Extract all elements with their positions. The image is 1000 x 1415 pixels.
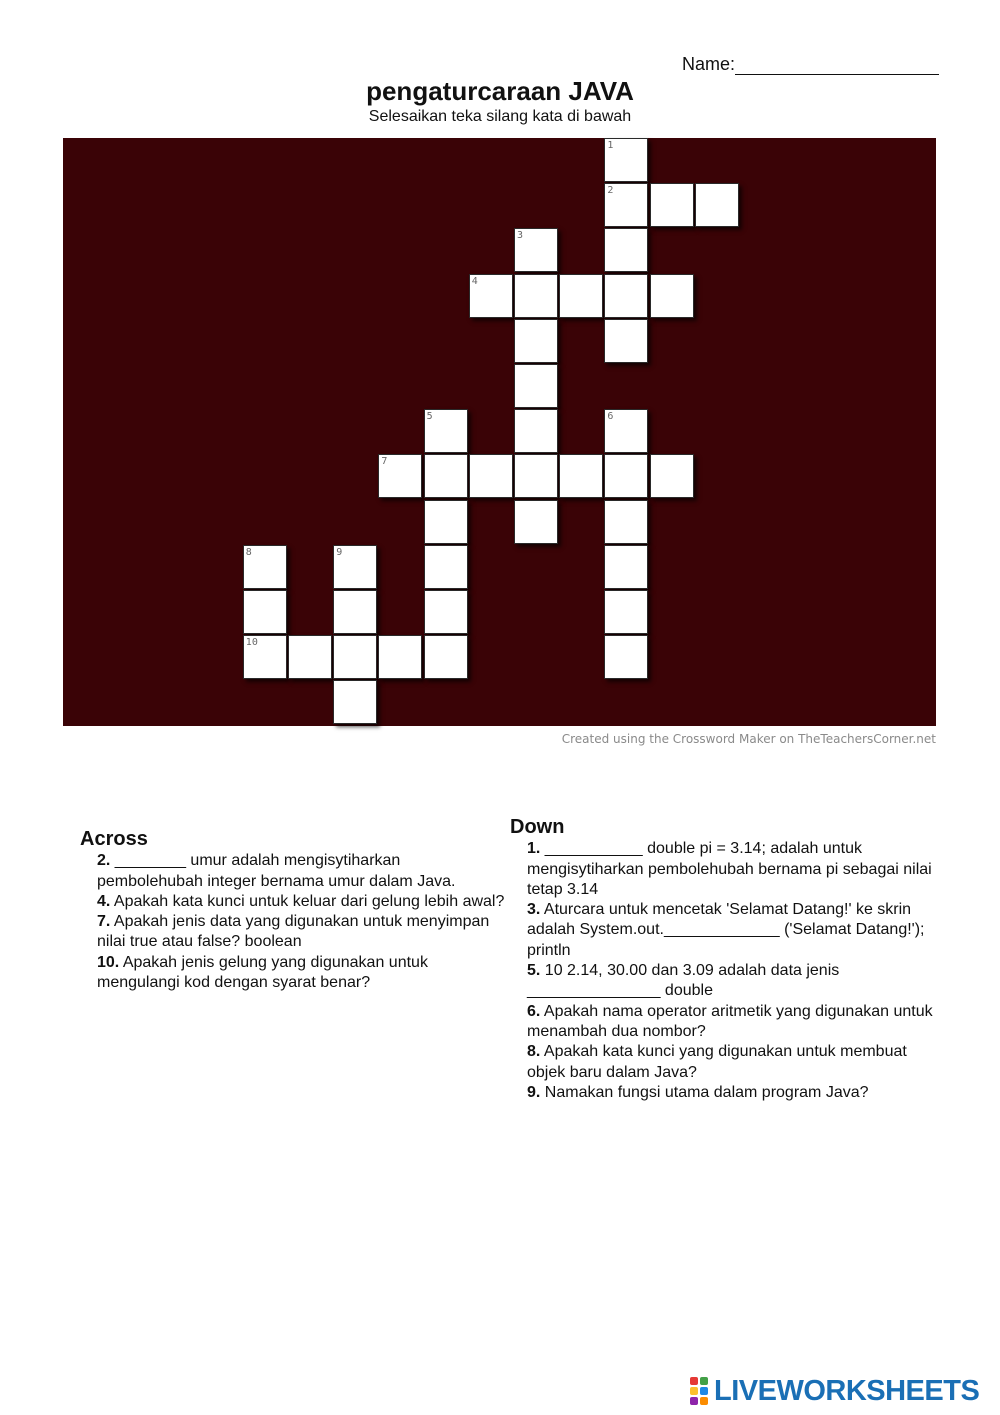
clue-text: Apakah jenis gelung yang digunakan untuk mengulangi kod dengan syarat benar?	[97, 953, 428, 992]
down-clue-list	[510, 839, 940, 1103]
crossword-cell[interactable]	[333, 545, 377, 589]
clue-item	[97, 851, 505, 892]
clue-text: Apakah nama operator aritmetik yang digunakan untuk menambah dua nombor?	[527, 1002, 933, 1040]
clue-number: 6.	[527, 1002, 541, 1020]
clue-number: 9.	[527, 1083, 541, 1101]
crossword-cell[interactable]	[424, 454, 468, 498]
cell-number: 2	[607, 185, 614, 197]
crossword-cell[interactable]	[243, 590, 287, 634]
crossword-cell[interactable]	[288, 635, 332, 679]
clue-item	[527, 1083, 940, 1103]
clue-text: ________ umur adalah mengisytiharkan pembolehubah integer bernama umur dalam Java.	[97, 852, 456, 890]
crossword-cell[interactable]	[650, 183, 694, 227]
crossword-cell[interactable]	[424, 409, 468, 453]
crossword-cell[interactable]	[469, 454, 513, 498]
crossword-cell[interactable]	[514, 319, 558, 363]
crossword-cell[interactable]	[514, 274, 558, 318]
crossword-grid	[63, 138, 936, 726]
crossword-cell[interactable]	[424, 545, 468, 589]
crossword-cell[interactable]	[514, 409, 558, 453]
cell-number: 3	[517, 230, 524, 242]
cell-number: 1	[607, 140, 614, 151]
clue-text: Apakah kata kunci yang digunakan untuk membuat objek baru dalam Java?	[527, 1043, 907, 1081]
crossword-cell[interactable]	[243, 545, 287, 589]
crossword-cell[interactable]	[378, 454, 422, 498]
cell-number: 9	[336, 546, 343, 558]
logo-text: LIVEWORKSHEETS	[714, 1374, 980, 1407]
across-clue-list	[80, 851, 505, 993]
crossword-cell[interactable]	[604, 409, 648, 453]
clue-item	[527, 839, 940, 900]
crossword-cell[interactable]	[604, 319, 648, 363]
clue-number: 8.	[527, 1043, 541, 1061]
liveworksheets-logo	[690, 1376, 979, 1406]
name-label: Name:	[682, 54, 736, 74]
across-heading: Across	[80, 828, 148, 850]
name-field[interactable]	[682, 54, 939, 75]
clue-item	[97, 912, 505, 953]
clue-item	[527, 1042, 940, 1083]
crossword-cell[interactable]	[514, 454, 558, 498]
crossword-cell[interactable]	[604, 138, 648, 182]
clue-number: 7.	[97, 913, 111, 931]
clue-number: 4.	[97, 892, 111, 910]
clue-number: 3.	[527, 901, 541, 919]
clue-number: 10.	[97, 953, 120, 971]
clue-text: Aturcara untuk mencetak 'Selamat Datang!' ke skrin adalah System.out._____________ ('Selamat Datang!'); println	[527, 901, 925, 959]
crossword-cell[interactable]	[333, 680, 377, 724]
crossword-cell[interactable]	[514, 228, 558, 272]
clue-item	[527, 900, 940, 961]
cell-number: 10	[245, 637, 258, 649]
clue-item	[527, 1002, 940, 1043]
crossword-cell[interactable]	[333, 590, 377, 634]
clue-item	[527, 961, 940, 1002]
credit-text: Created using the Crossword Maker on TheTeachersCorner.net	[561, 732, 936, 746]
crossword-cell[interactable]	[604, 454, 648, 498]
crossword-cell[interactable]	[514, 500, 558, 544]
page-title: pengaturcaraan JAVA	[366, 76, 634, 106]
down-clues	[510, 817, 940, 1103]
crossword-cell[interactable]	[604, 183, 648, 227]
crossword-cell[interactable]	[424, 635, 468, 679]
logo-badge-icon	[690, 1377, 708, 1405]
clue-number: 2.	[97, 852, 111, 870]
clue-text: 10 2.14, 30.00 dan 3.09 adalah data jenis _______________ double	[527, 962, 840, 1000]
crossword-cell[interactable]	[695, 183, 739, 227]
crossword-cell[interactable]	[514, 364, 558, 408]
cell-number: 4	[471, 275, 478, 287]
clue-number: 1.	[527, 840, 541, 858]
crossword-cell[interactable]	[604, 635, 648, 679]
cell-number: 8	[245, 546, 252, 558]
crossword-cell[interactable]	[559, 454, 603, 498]
crossword-cell[interactable]	[604, 274, 648, 318]
crossword-cell[interactable]	[604, 500, 648, 544]
clue-text: Apakah jenis data yang digunakan untuk menyimpan nilai true atau false? boolean	[97, 913, 490, 951]
crossword-cell[interactable]	[469, 274, 513, 318]
crossword-cell[interactable]	[650, 274, 694, 318]
crossword-cell[interactable]	[604, 590, 648, 634]
clue-item	[97, 953, 505, 994]
name-blank-line[interactable]	[735, 56, 939, 75]
crossword-cell[interactable]	[559, 274, 603, 318]
clue-number: 5.	[527, 962, 541, 980]
clue-text: Apakah kata kunci untuk keluar dari gelung lebih awal?	[110, 892, 505, 910]
crossword-cell[interactable]	[650, 454, 694, 498]
across-clues	[80, 829, 505, 993]
clue-text: ___________ double pi = 3.14; adalah untuk mengisytiharkan pembolehubah bernama pi sebagai nilai tetap 3.14	[527, 840, 932, 898]
cell-number: 7	[381, 456, 388, 468]
crossword-cell[interactable]	[604, 545, 648, 589]
clue-item	[97, 892, 505, 912]
crossword-cell[interactable]	[604, 228, 648, 272]
cell-number: 6	[607, 411, 614, 423]
crossword-cell[interactable]	[378, 635, 422, 679]
crossword-cell[interactable]	[424, 500, 468, 544]
clue-text: Namakan fungsi utama dalam program Java?	[540, 1083, 869, 1101]
crossword-cell[interactable]	[243, 635, 287, 679]
page-subtitle: Selesaikan teka silang kata di bawah	[368, 108, 632, 125]
cell-number: 5	[426, 411, 433, 423]
down-heading: Down	[510, 816, 565, 838]
crossword-cell[interactable]	[424, 590, 468, 634]
crossword-cell[interactable]	[333, 635, 377, 679]
